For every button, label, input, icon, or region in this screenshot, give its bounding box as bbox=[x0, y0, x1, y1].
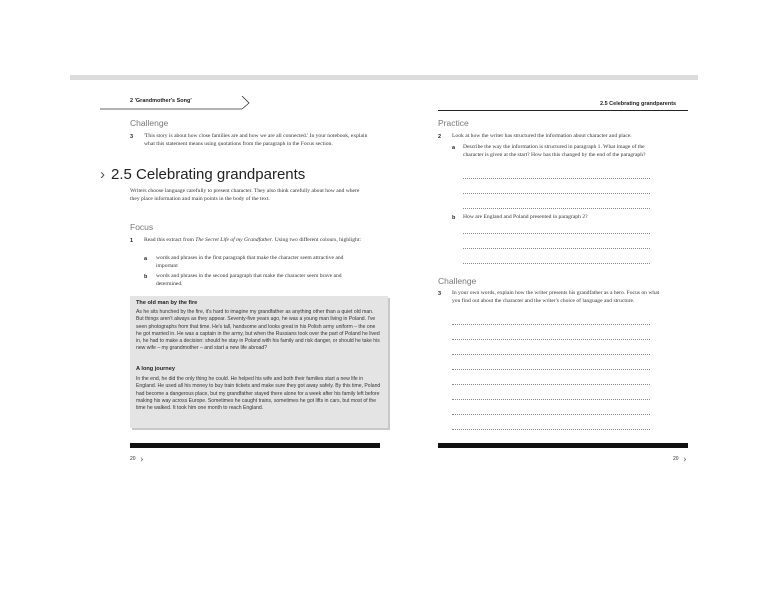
answer-line-c8[interactable] bbox=[452, 429, 650, 430]
answer-line-b2[interactable] bbox=[463, 248, 650, 249]
focus-text-before: Read this extract from bbox=[144, 237, 196, 243]
answer-line-c3[interactable] bbox=[452, 354, 650, 355]
challenge-heading: Challenge bbox=[130, 118, 169, 128]
section-title-text: 2.5 Celebrating grandparents bbox=[111, 166, 306, 183]
practice-text: Look at how the writer has structured the information about character and place. bbox=[452, 133, 632, 139]
answer-line-a2[interactable] bbox=[463, 193, 650, 194]
focus-text-after: . Using two different colours, highlight: bbox=[271, 237, 361, 243]
chapter-tab bbox=[100, 96, 250, 110]
section-chevron-icon: › bbox=[100, 166, 105, 183]
right-page-number: 20 bbox=[673, 456, 679, 462]
right-footer-bar bbox=[438, 443, 688, 448]
extract-heading-2: A long journey bbox=[136, 366, 175, 372]
left-footer-bar bbox=[130, 443, 380, 448]
practice-item-b-text: How are England and Poland presented in paragraph 2? bbox=[463, 214, 588, 220]
running-head: 2.5 Celebrating grandparents bbox=[600, 101, 677, 107]
extract-heading-1: The old man by the fire bbox=[136, 300, 198, 306]
practice-item-b-letter: b bbox=[452, 215, 456, 221]
focus-heading: Focus bbox=[130, 222, 154, 232]
left-page-chevron-icon: › bbox=[140, 453, 144, 465]
right-challenge-heading: Challenge bbox=[438, 276, 477, 286]
focus-book-title: The Secret Life of my Grandfather bbox=[195, 237, 272, 243]
right-challenge-number: 3 bbox=[438, 291, 442, 297]
focus-item-a-text: words and phrases in the first paragraph that make the character seem attractive and important bbox=[156, 255, 344, 269]
section-intro: Writers choose language carefully to present character. They also think carefully about how and where they place information and main points in the body of the text. bbox=[130, 188, 360, 202]
answer-line-a3[interactable] bbox=[463, 208, 650, 209]
extract-paragraph-1: As he sits hunched by the fire, it's hard to imagine my grandfather as anything other than a quiet old man. But things aren't always as they appear. Seventy-five years ago, he was a young man living in Poland. I've seen photographs from that time. He's tall, handsome and looks great in his Polish army uniform – the one he got married in. He was a captain in the army, but when the Russians took over the part of Poland he lived in, he had to make a decision: should he stay in Poland with his family and risk danger, or should he take his new wife – my grandmother – and start a new life abroad? bbox=[136, 309, 380, 352]
answer-line-b1[interactable] bbox=[463, 233, 650, 234]
extract-box bbox=[130, 296, 388, 428]
right-page-chevron-icon: › bbox=[683, 453, 687, 465]
top-divider bbox=[70, 75, 698, 80]
chapter-tab-label: 2 'Grandmother's Song' bbox=[130, 98, 192, 104]
section-title bbox=[100, 166, 305, 183]
answer-line-a1[interactable] bbox=[463, 178, 650, 179]
focus-item-b-letter: b bbox=[144, 274, 148, 280]
extract-paragraph-2: In the end, he did the only thing he could. He helped his wife and both their families start a new life in England. He used all his money to buy train tickets and make sure they got away safely. By this time, Poland had become a dangerous place, but my grandfather stayed there alone for a week after his family left before making his way across Europe. Sometimes he caught trains, sometimes he got lifts in cars, but most of the time he walked. It took him one month to reach England. bbox=[136, 376, 381, 412]
right-challenge-text: In your own words, explain how the writer presents his grandfather as a hero. Focus on what you find out about the character and the writer's choice of language and structure. bbox=[452, 290, 660, 304]
answer-line-c7[interactable] bbox=[452, 414, 650, 415]
focus-item-a-letter: a bbox=[144, 256, 148, 262]
focus-instruction bbox=[144, 237, 364, 245]
challenge-number: 3 bbox=[130, 134, 134, 140]
challenge-text: 'This story is about how close families are and how we are all connected.' In your notebook, explain what this statement means using quotations from the paragraph in the Focus section. bbox=[144, 133, 368, 147]
answer-line-c6[interactable] bbox=[452, 399, 650, 400]
answer-line-c1[interactable] bbox=[452, 324, 650, 325]
left-page-number: 20 bbox=[130, 456, 136, 462]
focus-item-b-text: words and phrases in the second paragraph that make the character seem brave and determined. bbox=[156, 273, 342, 287]
answer-line-c4[interactable] bbox=[452, 369, 650, 370]
practice-item-a-text: Describe the way the information is structured in paragraph 1. What image of the character is given at the start? How has this changed by the end of the paragraph? bbox=[463, 144, 646, 158]
answer-line-c2[interactable] bbox=[452, 339, 650, 340]
practice-heading: Practice bbox=[438, 118, 469, 128]
answer-line-b3[interactable] bbox=[463, 263, 650, 264]
answer-line-c5[interactable] bbox=[452, 384, 650, 385]
practice-number: 2 bbox=[438, 134, 442, 140]
practice-item-a-letter: a bbox=[452, 145, 456, 151]
focus-number: 1 bbox=[130, 238, 134, 244]
running-head-rule bbox=[438, 110, 688, 111]
